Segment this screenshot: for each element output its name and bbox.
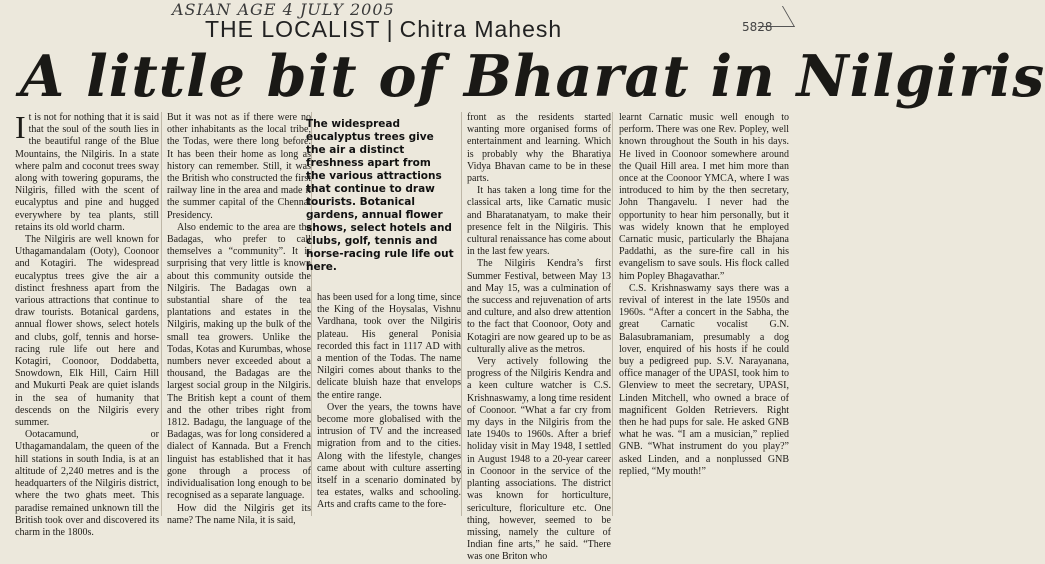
text-column-2 xyxy=(167,112,311,526)
paragraph: C.S. Krishnaswamy says there was a revival of interest in the late 1950s and 1960s. “After a concert in the Sabha, the great Carnatic vocalist G.N. Balasubramaniam, presumably a dog lover, enquired of his hosts if he could buy a pedigreed pup. S.V. Narayanana, office manager of the UPASI, took him to Glenview to meet the secretary, UPASI, Linden Mitchell, who owned a brace of magnificent Golden Retrievers. Right then he had pups for sale. He asked GNB what he was. “I am a musician,” replied GNB. “What instrument do you play?” asked Linden, and a nonplussed GNB replied, “My mouth!” xyxy=(619,282,789,477)
paragraph: The Nilgiris are well known for Uthagamandalam (Ooty), Coonoor and Kotagiri. The widespread eucalyptus trees give the air a distinct freshness apart from the various attractions that continue to draw tourists. Botanical gardens, annual flower shows, select hotels and clubs, golf, tennis and horse-racing rule life out here and Kotagiri, Coonoor, Doddabetta, Snowdown, Elk Hill, Cairn Hill and Mukurti Peak are quiet islands in the sea of humanity that descends on the Nilgiris every summer. xyxy=(15,234,159,429)
text-column-4 xyxy=(467,112,611,563)
pull-quote: The widespread eucalyptus trees give the air a distinct freshness apart from the various attractions that continue to draw tourists. Botanical gardens, annual flower shows, select hotels and clubs, golf, tennis and horse-racing rule life out here. xyxy=(306,118,454,273)
kicker-separator: | xyxy=(386,16,394,42)
column-kicker xyxy=(205,16,562,43)
paragraph: It is not for nothing that it is said that the soul of the south lies in the beautiful range of the Blue Mountains, the Nilgiris. In a state where palm and coconut trees sway along with towering gopurams, the Nilgiris, filled with the scent of eucalyptus and pine and hugged everywhere by tea plants, still retains its old world charm. xyxy=(15,109,159,233)
column-rule xyxy=(612,112,613,516)
text-column-3 xyxy=(317,292,461,516)
paragraph: How did the Nilgiris get its name? The name Nila, it is said, xyxy=(167,502,311,526)
paragraph: Also endemic to the area are the Badagas, who prefer to call themselves a “community”. It is surprising that very little is known about this community outside the Nilgiris. The Badagas own a substantial share of the tea plantations and estates in the Nilgiris, making up the bulk of the small tea growers. Unlike the Todas, Kotas and Kurumbas, whose numbers never exceeded about a thousand, the Badagas are the largest social group in the Nilgiris. The British kept a count of them and the other tribes right from 1812. Badagu, the language of the Badagas, was for long considered a dialect of Kannada. But a French linguist has established that it has gone through a process of individualisation long enough to be recognised as a separate language. xyxy=(167,221,311,502)
paragraph: But it was not as if there were no other inhabitants as the local tribe, the Todas, were there long before. It has been their home as long as history can remember. Still, it was the British who constructed the first railway line in the area and made it the summer capital of the Chennai Presidency. xyxy=(167,112,311,221)
paragraph: Over the years, the towns have become more globalised with the intrusion of TV and the increased migration from and to the cities. Along with the lifestyle, changes came about with culture asserting itself in a scenario dominated by tea estates, walks and schooling. Arts and crafts came to the fore- xyxy=(317,401,461,511)
text-column-1 xyxy=(15,109,159,538)
headline: A little bit of Bharat in Nilgiris xyxy=(20,43,1045,110)
author-name: Chitra Mahesh xyxy=(399,16,563,42)
paragraph: has been used for a long time, since the King of the Hoysalas, Vishnu Vardhana, took over the Nilgiris plateau. His general Ponisia recorded this fact in 1117 AD with a mention of the Todas. The name Nilgiri comes about thanks to the delicate bluish haze that envelops the entire range. xyxy=(317,292,461,401)
drop-cap: I xyxy=(15,109,26,145)
paragraph: It has taken a long time for the classical arts, like Carnatic music and Bharatanatyam, to make their presence felt in the Nilgiris. This cultural renaissance has come about in the last few years. xyxy=(467,185,611,258)
page-number: 5828 xyxy=(742,20,773,34)
handwritten-note: ASIAN AGE 4 JULY 2005 xyxy=(172,0,395,19)
paragraph: Ootacamund, or Uthagamandalam, the queen of the hill stations in south India, is at an altitude of 2,240 metres and is the headquarters of the Nilgiris district, where the two ghats meet. This paradise remained unknown till the British took over and discovered its charm in the 1800s. xyxy=(15,429,159,538)
column-rule xyxy=(461,112,462,516)
text-column-5 xyxy=(619,112,789,516)
paragraph: front as the residents started wanting more organised forms of entertainment and learning. Which is probably why the Bharatiya Vidya Bhavan came to be in these parts. xyxy=(467,112,611,185)
paragraph: learnt Carnatic music well enough to perform. There was one Rev. Popley, well known throughout the South in his days. He lived in Coonoor somewhere around the Quail Hill area. I met him more than once at the Coonoor YMCA, where I was introduced to him by the then secretary, John Thangavelu. I never had the opportunity to hear him personally, but it was widely known that he employed Carnatic music, particularly the Bhajana Paddathi, as the sure-fire call in his evangelism to save souls. His flock called him Popley Bhagavathar.” xyxy=(619,112,789,282)
column-name: THE LOCALIST xyxy=(205,16,381,42)
column-rule xyxy=(161,112,162,516)
paragraph: Very actively following the progress of the Nilgiris Kendra and a keen culture watcher is C.S. Krishnaswamy, a long time resident of Coonoor. “What a far cry from my days in the Nilgiris from the late 1940s to 1960s. After a brief holiday visit in May 1948, I settled in August 1948 to a 20-year career in Coonoor in the service of the planting associations. The district was known for horticulture, sericulture, floriculture etc. One thing, however, seemed to be missing, namely the culture of Indian fine arts,” he said. “There was one Briton who xyxy=(467,356,611,563)
paragraph: The Nilgiris Kendra’s first Summer Festival, between May 13 and May 15, was a culmination of the success and rejuvenation of arts and culture, and also drew attention to the fact that Coonoor, Ooty and Kotagiri are now geared up to be as culturally alive as the metros. xyxy=(467,258,611,355)
